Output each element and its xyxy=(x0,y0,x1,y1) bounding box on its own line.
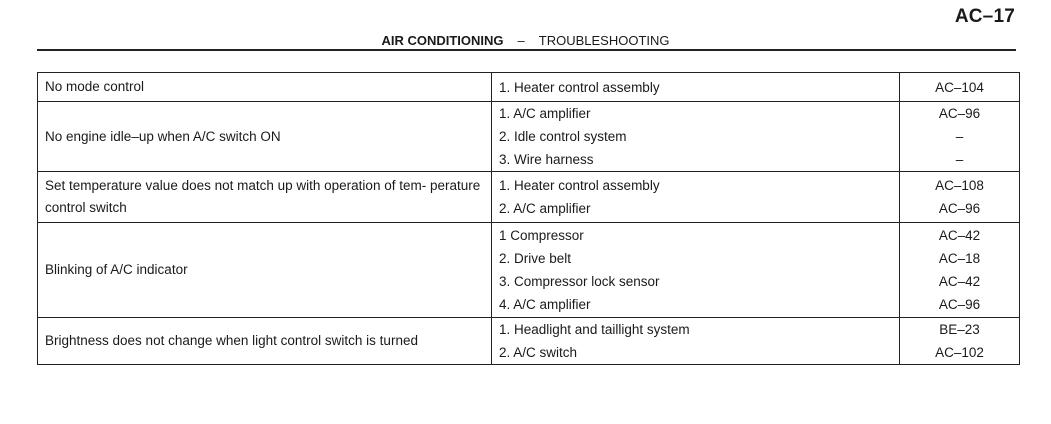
symptom-cell: Blinking of A/C indicator xyxy=(38,223,492,318)
table-row xyxy=(38,172,1020,223)
subsection-title: TROUBLESHOOTING xyxy=(538,33,670,48)
page-reference: – xyxy=(955,129,964,144)
suspect-area: 1. Heater control assembly xyxy=(499,79,660,95)
page-reference: AC–104 xyxy=(935,79,984,95)
suspect-area: 3. Wire harness xyxy=(499,152,594,167)
suspect-area: 1. Headlight and taillight system xyxy=(499,322,690,337)
see-page-cell xyxy=(900,172,1020,223)
see-page-cell xyxy=(900,223,1020,318)
suspect-area: 1. A/C amplifier xyxy=(499,106,591,121)
suspect-area: 2. Idle control system xyxy=(499,129,627,144)
suspect-area: 4. A/C amplifier xyxy=(499,297,591,312)
suspect-area-cell xyxy=(492,172,900,223)
header-separator: – xyxy=(517,33,525,48)
table-row xyxy=(38,102,1020,172)
suspect-area: 1 Compressor xyxy=(499,228,584,243)
suspect-area: 2. Drive belt xyxy=(499,251,572,266)
symptom-cell: No engine idle–up when A/C switch ON xyxy=(38,102,492,172)
page-reference: AC–108 xyxy=(935,178,984,193)
see-page-cell xyxy=(900,73,1020,102)
page-reference: AC–42 xyxy=(938,228,981,243)
see-page-cell xyxy=(900,102,1020,172)
header-rule xyxy=(37,49,1016,51)
page-header xyxy=(0,33,1051,48)
page-reference: AC–18 xyxy=(938,251,981,266)
suspect-area: 2. A/C amplifier xyxy=(499,201,591,216)
suspect-area: 3. Compressor lock sensor xyxy=(499,274,660,289)
troubleshooting-table xyxy=(37,72,1020,365)
see-page-cell xyxy=(900,318,1020,365)
suspect-area-cell xyxy=(492,73,900,102)
page-number: AC–17 xyxy=(954,6,1015,27)
suspect-area-cell xyxy=(492,318,900,365)
page-reference: BE–23 xyxy=(939,322,980,337)
symptom-cell: Set temperature value does not match up with operation of tem- perature control switch xyxy=(38,172,492,223)
suspect-area: 1. Heater control assembly xyxy=(499,178,660,193)
page-reference: AC–102 xyxy=(935,345,984,360)
page-reference: AC–96 xyxy=(938,201,981,216)
table-row xyxy=(38,223,1020,318)
suspect-area-cell xyxy=(492,223,900,318)
table-row xyxy=(38,318,1020,365)
page-reference: – xyxy=(955,152,964,167)
suspect-area-cell xyxy=(492,102,900,172)
page-reference: AC–96 xyxy=(938,106,981,121)
symptom-cell: No mode control xyxy=(38,73,492,102)
symptom-cell: Brightness does not change when light control switch is turned xyxy=(38,318,492,365)
page-reference: AC–96 xyxy=(938,297,981,312)
suspect-area: 2. A/C switch xyxy=(499,345,578,360)
table-row xyxy=(38,73,1020,102)
section-title: AIR CONDITIONING xyxy=(381,33,504,48)
page-reference: AC–42 xyxy=(938,274,981,289)
